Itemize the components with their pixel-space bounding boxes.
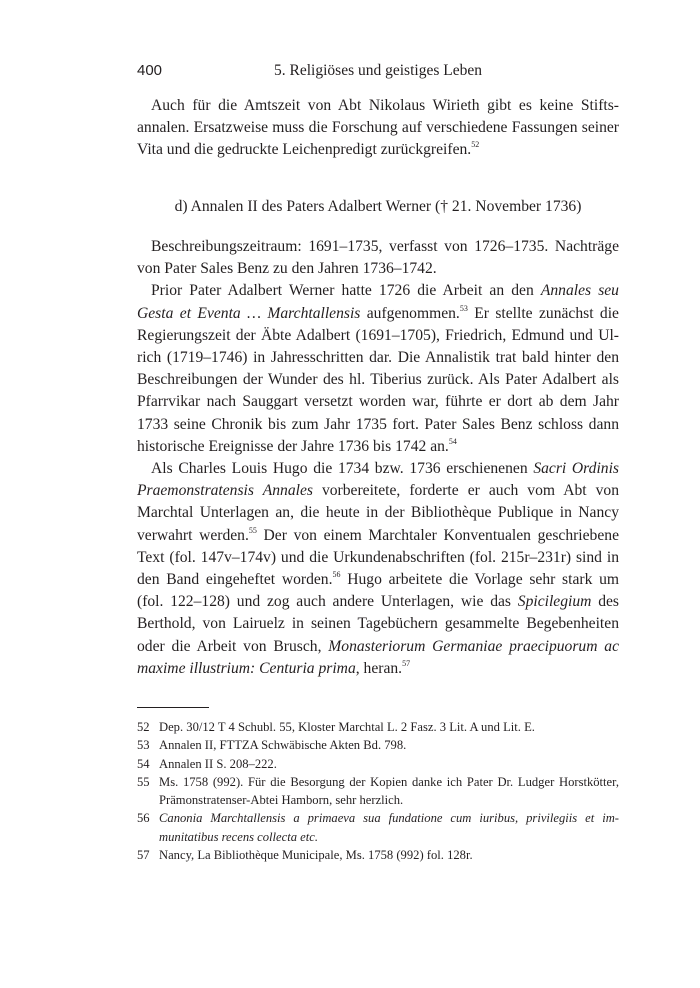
page-number: 400 xyxy=(137,62,163,79)
section-heading: d) Annalen II des Paters Adalbert Werner († 21. November 1736) xyxy=(174,198,582,215)
paragraph-text: Hugo arbeitete die Vorlage sehr stark um (fol. 122–128) und zog auch andere Unterlagen, wie das xyxy=(137,571,619,611)
footnote-number: 52 xyxy=(137,720,150,734)
footnote-divider xyxy=(137,707,209,708)
footnote-number: 54 xyxy=(137,756,150,771)
footnote xyxy=(137,773,619,810)
paragraph-text: Prior Pater Adalbert Werner hatte 1726 die Arbeit an den xyxy=(151,282,541,300)
footnote-ref-53[interactable]: 53 xyxy=(459,303,468,313)
italic-title: Annales seu Gesta et Eventa … Marchtallensis xyxy=(137,282,619,322)
footnote xyxy=(137,846,619,864)
footnote xyxy=(137,755,619,773)
footnote-number: 57 xyxy=(137,848,150,863)
footnote-text: Ms. 1758 (992). Für die Besorgung der Kopien danke ich Pater Dr. Ludger Horstkötter, Prämonstratenser-Abtei Hamborn, sehr herzlich. xyxy=(159,774,619,808)
paragraph-text: des Berthold, von Lairuelz in seinen Tagebüchern gesammelte Begebenheiten oder die Arbeit von Brusch, xyxy=(137,593,619,655)
footnote-ref-57[interactable]: 57 xyxy=(402,658,411,668)
paragraph-text: vorbereitete, forderte er auch vom Abt von Marchtal Unterlagen an, die heute in der Bibliothèque Publique in Nancy verwahrt werden. xyxy=(137,482,619,544)
footnote-number: 56 xyxy=(137,811,150,826)
footnote-text: Nancy, La Bibliothèque Municipale, Ms. 1758 (992) fol. 128r. xyxy=(159,848,473,863)
paragraph-text: Er stellte zunächst die Regierungszeit der Äbte Adalbert (1691–1705), Friedrich, Edmund und Ulrich (1719–1746) in Jahresschritten dar. Die Annalistik trat bald hinter den Beschreibungen der Wunder des hl. Tiberius zurück. Als Pater Adalbert als Pfarrvikar nach Sauggart versetzt worden war, führte er dort ab dem Jahr 1733 seine Chronik bis zum Jahr 1735 fort. Pater Sales Benz schloss dann historische Ereignisse der Jahre 1736 bis 1742 an. xyxy=(137,304,619,455)
footnote-text: Dep. 30/12 T 4 Schubl. 55, Kloster Marchtal L. 2 Fasz. 3 Lit. A und Lit. E. xyxy=(159,720,535,734)
footnote xyxy=(137,736,619,754)
footnote-number: 53 xyxy=(137,738,150,753)
footnote xyxy=(137,718,619,736)
paragraph-text: aufgenommen. xyxy=(360,304,460,322)
footnote-number: 55 xyxy=(137,774,150,789)
paragraph-period: Beschreibungszeitraum: 1691–1735, verfasst von 1726–1735. Nachträge von Pater Sales Benz zu den Jahren 1736–1742. xyxy=(137,238,619,278)
footnote xyxy=(137,809,619,846)
footnote-text: Annalen II S. 208–222. xyxy=(159,756,277,771)
section-body xyxy=(137,236,619,680)
footnote-ref-55[interactable]: 55 xyxy=(248,525,257,535)
paragraph-text: Der von einem Marchtaler Konventualen geschriebene Text (fol. 147v–174v) und die Urkundenabschriften (fol. 215r–231r) sind in den Band eingeheftet worden. xyxy=(137,526,619,589)
footnote-ref-56[interactable]: 56 xyxy=(332,570,341,580)
intro-paragraph xyxy=(137,95,619,162)
italic-title: Monasteriorum Germaniae praecipuorum ac maxime illustrium: Centuria prima xyxy=(137,637,620,677)
paragraph-werner xyxy=(137,280,619,458)
running-head xyxy=(137,62,619,86)
footnotes xyxy=(137,718,619,864)
footnote-ref-54[interactable]: 54 xyxy=(448,436,457,446)
footnote-text: Canonia Marchtallensis a primaeva sua fundatione cum iuribus, privilegiis et immunitatibus recens collecta etc. xyxy=(159,811,619,844)
italic-title: Sacri Ordinis Praemonstratensis Annales xyxy=(137,460,619,500)
paragraph-text: , heran. xyxy=(355,659,403,677)
intro-text: Auch für die Amtszeit von Abt Nikolaus Wirieth gibt es keine Stiftsannalen. Ersatzweise muss die Forschung auf verschiedene Fassungen seiner Vita und die gedruckte Leichenpredigt zurückgreifen. xyxy=(137,97,619,159)
italic-title: Spicilegium xyxy=(517,593,592,611)
footnote-ref-52[interactable]: 52 xyxy=(471,140,480,150)
footnote-text: Annalen II, FTTZA Schwäbische Akten Bd. 798. xyxy=(159,738,407,753)
intro-paragraph-block xyxy=(137,95,619,162)
chapter-title: 5. Religiöses und geistiges Leben xyxy=(274,62,482,79)
paragraph-hugo xyxy=(137,458,619,680)
paragraph-text: Als Charles Louis Hugo die 1734 bzw. 1736 erschienenen xyxy=(151,460,534,478)
